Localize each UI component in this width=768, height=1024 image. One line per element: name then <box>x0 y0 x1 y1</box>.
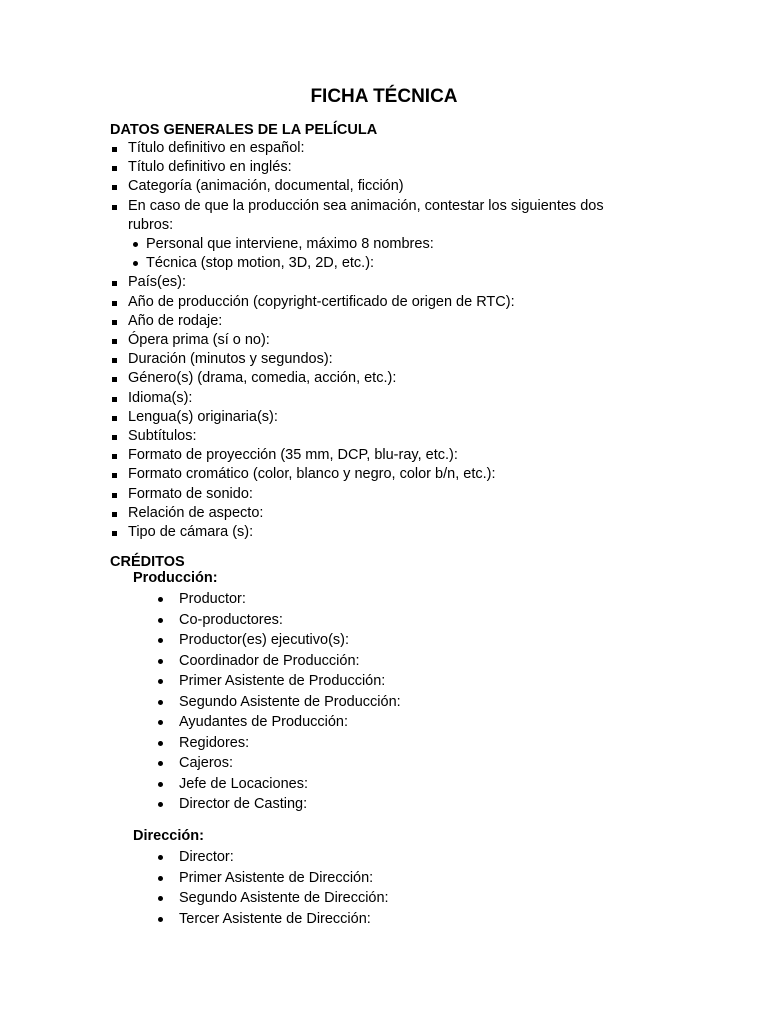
list-item: Primer Asistente de Producción: <box>157 671 401 692</box>
list-item: Subtítulos: <box>110 427 650 446</box>
list-item: Categoría (animación, documental, ficción) <box>110 177 650 196</box>
list-item: Relación de aspecto: <box>110 504 650 523</box>
list-item: Género(s) (drama, comedia, acción, etc.): <box>110 369 650 388</box>
list-item: Tipo de cámara (s): <box>110 523 650 542</box>
list-item: Productor(es) ejecutivo(s): <box>157 630 401 651</box>
list-item: Director de Casting: <box>157 794 401 815</box>
produccion-list <box>157 589 401 815</box>
animation-sublist <box>128 235 650 273</box>
subsection-heading-produccion: Producción: <box>133 570 218 586</box>
list-item: Cajeros: <box>157 753 401 774</box>
list-item: Coordinador de Producción: <box>157 651 401 672</box>
document-title: FICHA TÉCNICA <box>310 86 458 107</box>
list-item: Productor: <box>157 589 401 610</box>
direccion-list <box>157 847 389 929</box>
sub-list-item: Personal que interviene, máximo 8 nombres: <box>128 235 650 254</box>
list-item: Año de rodaje: <box>110 312 650 331</box>
list-item: Formato cromático (color, blanco y negro, color b/n, etc.): <box>110 465 650 484</box>
list-item: Idioma(s): <box>110 389 650 408</box>
list-item: Ópera prima (sí o no): <box>110 331 650 350</box>
list-item: Segundo Asistente de Producción: <box>157 692 401 713</box>
list-item: Ayudantes de Producción: <box>157 712 401 733</box>
list-item: Lengua(s) originaria(s): <box>110 408 650 427</box>
list-item: Primer Asistente de Dirección: <box>157 868 389 889</box>
section-heading-creditos: CRÉDITOS <box>110 554 185 570</box>
list-item: País(es): <box>110 273 650 292</box>
list-item: Formato de sonido: <box>110 485 650 504</box>
list-item: Co-productores: <box>157 610 401 631</box>
subsection-heading-direccion: Dirección: <box>133 828 204 844</box>
list-item: Año de producción (copyright-certificado de origen de RTC): <box>110 293 650 312</box>
section-heading-datos: DATOS GENERALES DE LA PELÍCULA <box>110 122 378 138</box>
datos-list <box>110 139 650 542</box>
list-item: Formato de proyección (35 mm, DCP, blu-ray, etc.): <box>110 446 650 465</box>
list-item: Regidores: <box>157 733 401 754</box>
sub-list-item: Técnica (stop motion, 3D, 2D, etc.): <box>128 254 650 273</box>
list-item: Duración (minutos y segundos): <box>110 350 650 369</box>
list-item: Tercer Asistente de Dirección: <box>157 909 389 930</box>
list-item: Título definitivo en español: <box>110 139 650 158</box>
list-item: Segundo Asistente de Dirección: <box>157 888 389 909</box>
list-item: Título definitivo en inglés: <box>110 158 650 177</box>
list-item: Jefe de Locaciones: <box>157 774 401 795</box>
list-item: Director: <box>157 847 389 868</box>
list-item: En caso de que la producción sea animación, contestar los siguientes dos rubros: Personal que interviene, máximo 8 nombres: Técnica (stop motion, 3D, 2D, etc.): <box>110 197 650 274</box>
